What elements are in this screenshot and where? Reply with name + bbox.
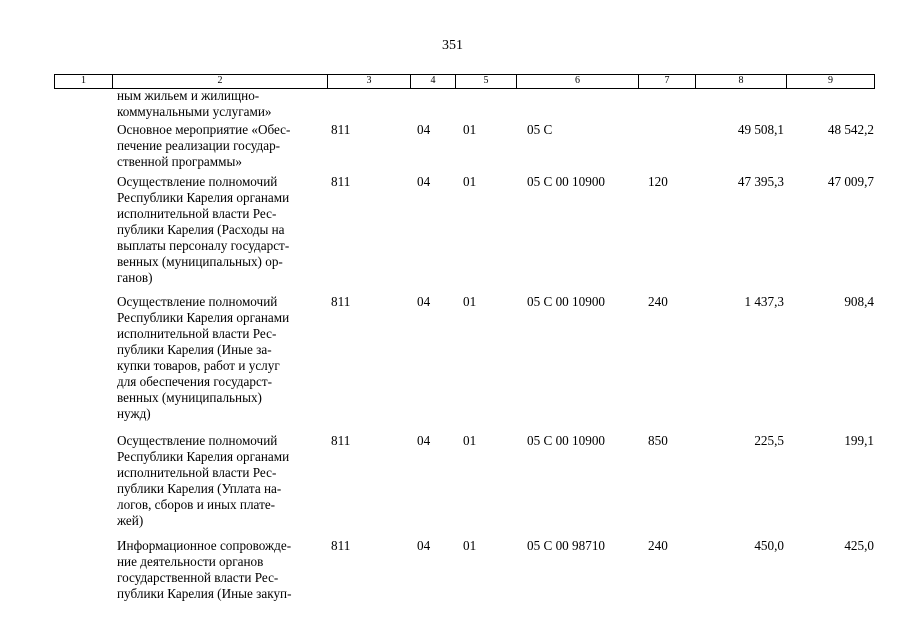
row-col-9: 199,1 bbox=[844, 433, 874, 448]
header-col-5: 5 bbox=[456, 75, 517, 88]
row-col-7: 120 bbox=[648, 174, 668, 189]
row-col-9: 48 542,2 bbox=[827, 122, 874, 137]
header-col-6: 6 bbox=[517, 75, 639, 88]
row-col-8: 49 508,1 bbox=[737, 122, 784, 137]
table-body bbox=[0, 88, 905, 608]
table-row bbox=[0, 538, 905, 608]
row-col-7: 240 bbox=[648, 538, 668, 553]
row-col-5: 01 bbox=[463, 122, 477, 137]
row-description: Информационное сопровожде- ние деятельности органов государственной власти Рес- публики Карелия (Иные закуп- bbox=[117, 538, 292, 601]
row-col-6: 05 С 00 10900 bbox=[527, 294, 606, 309]
row-col-9: 425,0 bbox=[844, 538, 874, 553]
row-col-6: 05 С 00 98710 bbox=[527, 538, 606, 553]
row-col-3: 811 bbox=[331, 538, 351, 553]
row-col-4: 04 bbox=[417, 433, 431, 448]
table-row bbox=[0, 294, 905, 433]
row-col-7: 850 bbox=[648, 433, 668, 448]
row-col-8: 47 395,3 bbox=[737, 174, 784, 189]
header-col-8: 8 bbox=[696, 75, 787, 88]
row-col-4: 04 bbox=[417, 538, 431, 553]
row-col-3: 811 bbox=[331, 122, 351, 137]
row-col-3: 811 bbox=[331, 294, 351, 309]
header-col-4: 4 bbox=[411, 75, 456, 88]
header-col-9: 9 bbox=[787, 75, 875, 88]
header-col-7: 7 bbox=[639, 75, 696, 88]
row-col-4: 04 bbox=[417, 122, 431, 137]
header-col-2: 2 bbox=[113, 75, 328, 88]
table-row bbox=[0, 88, 905, 122]
row-col-9: 47 009,7 bbox=[827, 174, 874, 189]
row-col-9: 908,4 bbox=[844, 294, 874, 309]
row-description: Осуществление полномочий Республики Карелия органами исполнительной власти Рес- публики Карелия (Расходы на выплаты персоналу государст- венных (муниципальных) ор- ганов) bbox=[117, 174, 290, 285]
row-col-7: 240 bbox=[648, 294, 668, 309]
row-col-4: 04 bbox=[417, 294, 431, 309]
row-description: Осуществление полномочий Республики Карелия органами исполнительной власти Рес- публики Карелия (Иные за- купки товаров, работ и услуг для обеспечения государст- венных (муниципальных) нужд) bbox=[117, 294, 290, 421]
row-col-3: 811 bbox=[331, 174, 351, 189]
row-col-6: 05 С 00 10900 bbox=[527, 174, 606, 189]
row-col-5: 01 bbox=[463, 294, 477, 309]
table-row bbox=[0, 122, 905, 174]
row-col-8: 1 437,3 bbox=[744, 294, 784, 309]
row-col-5: 01 bbox=[463, 174, 477, 189]
row-col-5: 01 bbox=[463, 433, 477, 448]
header-col-3: 3 bbox=[328, 75, 411, 88]
page-number: 351 bbox=[442, 38, 463, 53]
row-description: ным жильем и жилищно- коммунальными услугами» bbox=[117, 88, 272, 119]
table-header bbox=[54, 74, 875, 89]
row-col-6: 05 С bbox=[527, 122, 553, 137]
row-col-8: 225,5 bbox=[754, 433, 784, 448]
table-row bbox=[0, 433, 905, 538]
row-col-4: 04 bbox=[417, 174, 431, 189]
header-col-1: 1 bbox=[55, 75, 113, 88]
row-description: Осуществление полномочий Республики Карелия органами исполнительной власти Рес- публики Карелия (Уплата на- логов, сборов и иных плате- жей) bbox=[117, 433, 290, 528]
table-row bbox=[0, 174, 905, 294]
row-col-8: 450,0 bbox=[754, 538, 784, 553]
row-description: Основное мероприятие «Обес- печение реализации государ- ственной программы» bbox=[117, 122, 291, 169]
row-col-3: 811 bbox=[331, 433, 351, 448]
row-col-5: 01 bbox=[463, 538, 477, 553]
row-col-6: 05 С 00 10900 bbox=[527, 433, 606, 448]
